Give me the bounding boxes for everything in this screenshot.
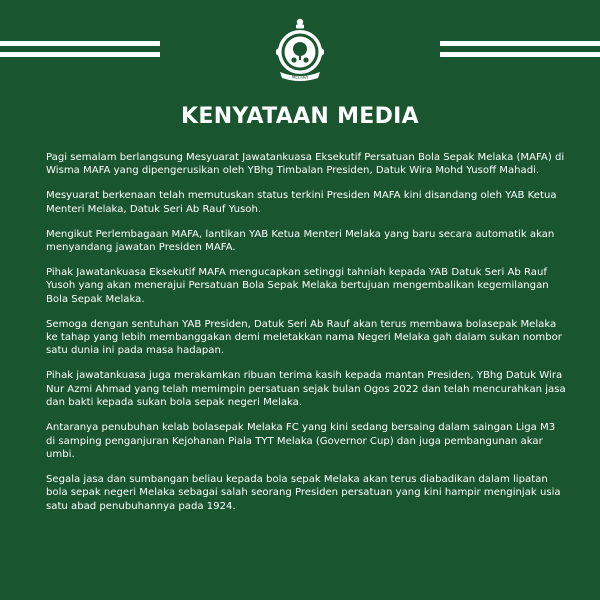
decorative-stripes-left [0,41,160,63]
paragraph: Pagi semalam berlangsung Mesyuarat Jawatankuasa Eksekutif Persatuan Bola Sepak Melaka (MAFA) di Wisma MAFA yang dipengerusikan oleh YBhg Timbalan Presiden, Datuk Wira Mohd Yusoff Mahadi. [46,152,565,177]
stripe [0,52,160,57]
stripe [440,41,600,46]
paragraph: Segala jasa dan sumbangan beliau kepada bola sepak Melaka akan terus diabadikan dalam lipatan bola sepak negeri Melaka sebagai salah seorang Presiden persatuan yang kini hampir menginjak usia satu abad penubuhannya pada 1924. [46,473,561,512]
logo-caption: MELAKA [291,74,309,80]
statement-body [46,151,566,525]
paragraph: Pihak Jawatankuasa Eksekutif MAFA mengucapkan setinggi tahniah kepada YAB Datuk Seri Ab Rauf Yusoh yang akan menerajui Persatuan Bola Sepak Melaka bertujuan mengembalikan kegemilangan Bola Sepak Melaka. [46,266,549,305]
paragraph: Mengikut Perlembagaan MAFA, lantikan YAB Ketua Menteri Melaka yang baru secara automatik akan menyandang jawatan Presiden MAFA. [46,228,555,254]
decorative-stripes-right [440,41,600,63]
page-title: KENYATAAN MEDIA [181,104,419,129]
stripe [440,52,600,57]
paragraph: Semoga dengan sentuhan YAB Presiden, Datuk Seri Ab Rauf akan terus membawa bolasepak Melaka ke tahap yang lebih membanggakan demi meletakkan nama Negeri Melaka gah dalam sukan nombor satu dunia ini pada masa hadapan. [46,318,562,357]
paragraph: Mesyuarat berkenaan telah memutuskan status terkini Presiden MAFA kini disandang oleh YAB Ketua Menteri Melaka, Datuk Seri Ab Rauf Yusoh. [46,190,557,215]
stripe [0,41,160,46]
paragraph: Pihak jawatankuasa juga merakamkan ribuan terima kasih kepada mantan Presiden, YBhg Datuk Wira Nur Azmi Ahmad yang telah memimpin persatuan sejak bulan Ogos 2022 dan telah mencurahkan jasa dan bakti kepada sukan bola sepak negeri Melaka. [46,370,566,409]
paragraph: Antaranya penubuhan kelab bolasepak Melaka FC yang kini sedang bersaing dalam saingan Liga M3 di samping penganjuran Kejohanan Piala TYT Melaka (Governor Cup) dan juga pembangunan akar umbi. [46,422,556,460]
mafa-crest-icon [274,16,326,84]
